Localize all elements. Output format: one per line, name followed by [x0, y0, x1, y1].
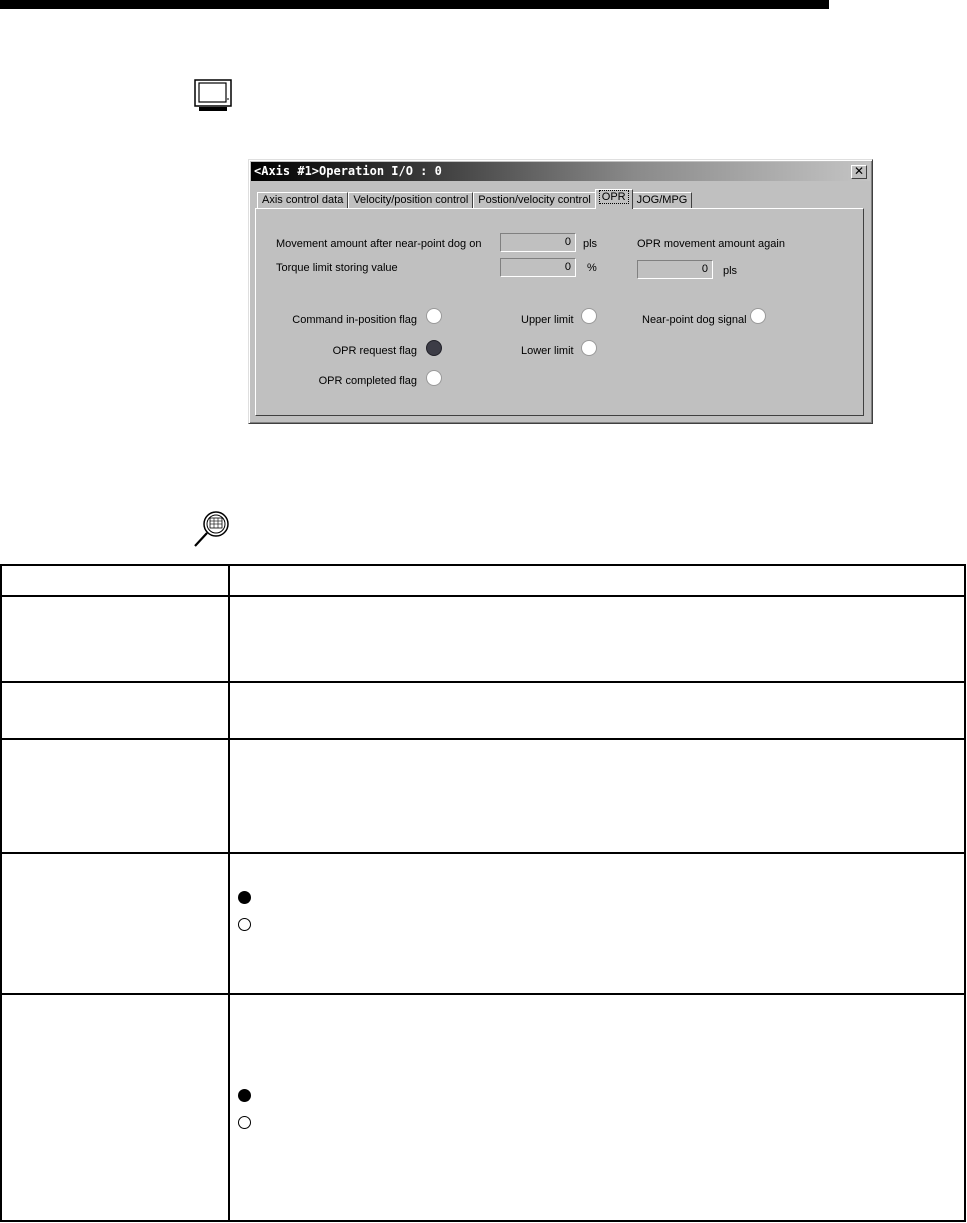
- top-rule: [0, 0, 829, 9]
- tab-axis-control-data[interactable]: [257, 192, 348, 209]
- tab-label: Velocity/position control: [353, 194, 469, 206]
- monitor-icon: [194, 79, 232, 113]
- table-row: [1, 682, 965, 739]
- opr-completed-label: OPR completed flag: [318, 375, 417, 387]
- tab-jog-mpg[interactable]: [632, 192, 693, 209]
- movement-amount-label: Movement amount after near-point dog on: [276, 238, 482, 250]
- movement-amount-field: 0: [500, 233, 576, 252]
- command-inposition-label: Command in-position flag: [292, 314, 417, 326]
- opr-request-label: OPR request flag: [332, 345, 417, 357]
- tab-position-velocity-control[interactable]: [473, 192, 596, 209]
- table-cell-item: [1, 994, 229, 1221]
- on-state-marker-icon: [238, 1089, 251, 1102]
- magnifier-icon: [192, 510, 232, 548]
- opr-movement-again-label: OPR movement amount again: [637, 238, 785, 250]
- opr-movement-again-unit: pls: [723, 265, 738, 277]
- table-cell-description: [229, 596, 965, 682]
- command-inposition-led: [426, 308, 442, 324]
- tab-label: Postion/velocity control: [478, 194, 591, 206]
- upper-limit-led: [581, 308, 597, 324]
- off-state-marker-icon: [238, 1116, 251, 1129]
- operation-io-dialog: [248, 159, 873, 424]
- table-cell-description: [229, 682, 965, 739]
- dialog-title: <Axis #1>Operation I/O : 0: [254, 164, 442, 178]
- lower-limit-label: Lower limit: [521, 345, 574, 357]
- tab-opr[interactable]: [595, 189, 633, 209]
- opr-tab-panel: [255, 208, 864, 416]
- off-state-marker-icon: [238, 918, 251, 931]
- torque-limit-label: Torque limit storing value: [276, 262, 398, 274]
- opr-movement-again-field: 0: [637, 260, 713, 279]
- opr-request-led: [426, 340, 442, 356]
- table-cell-item: [1, 596, 229, 682]
- movement-amount-unit: pls: [583, 238, 598, 250]
- tab-strip: [257, 189, 692, 209]
- table-row: [1, 853, 965, 994]
- close-icon: ✕: [853, 164, 865, 178]
- tab-label: JOG/MPG: [636, 194, 688, 206]
- table-cell-description: [229, 994, 965, 1221]
- table-header-item: [1, 565, 229, 596]
- close-button[interactable]: [851, 165, 867, 179]
- torque-limit-field: 0: [500, 258, 576, 277]
- dialog-titlebar[interactable]: [251, 162, 870, 181]
- tab-velocity-position-control[interactable]: [348, 192, 473, 209]
- table-row: [1, 739, 965, 853]
- table-row: [1, 596, 965, 682]
- tab-label: OPR: [601, 191, 626, 203]
- upper-limit-label: Upper limit: [521, 314, 574, 326]
- opr-completed-led: [426, 370, 442, 386]
- on-state-marker-icon: [238, 891, 251, 904]
- tab-label: Axis control data: [262, 194, 344, 206]
- near-point-dog-label: Near-point dog signal: [642, 314, 747, 326]
- table-cell-description: [229, 853, 965, 994]
- table-cell-item: [1, 739, 229, 853]
- table-cell-item: [1, 682, 229, 739]
- description-table: [0, 564, 966, 1222]
- lower-limit-led: [581, 340, 597, 356]
- table-header-row: [1, 565, 965, 596]
- table-cell-description: [229, 739, 965, 853]
- table-header-description: [229, 565, 965, 596]
- table-cell-item: [1, 853, 229, 994]
- table-row: [1, 994, 965, 1221]
- near-point-dog-led: [750, 308, 766, 324]
- torque-limit-unit: %: [587, 262, 597, 274]
